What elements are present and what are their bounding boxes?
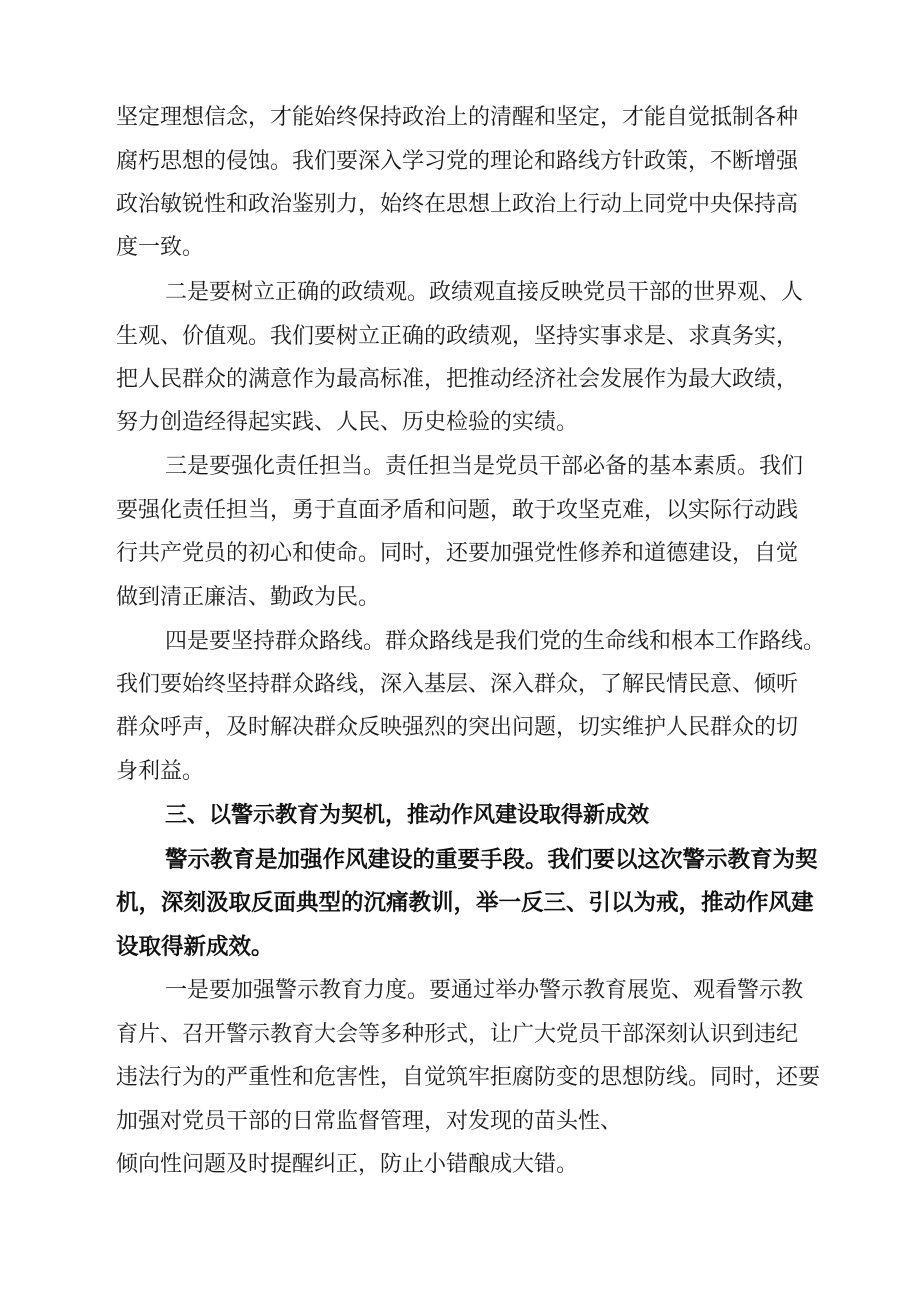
paragraph-4-line-3: 群众呼声，及时解决群众反映强烈的突出问题，切实维护人民群众的切 [116, 715, 799, 740]
paragraph-1-line-2: 腐朽思想的侵蚀。我们要深入学习党的理论和路线方针政策，不断增强 [116, 149, 799, 174]
paragraph-3-line-3: 行共产党员的初心和使命。同时，还要加强党性修养和道德建设，自觉 [116, 541, 799, 566]
intro-line-3: 设取得新成效。 [116, 934, 274, 960]
paragraph-5-line-1: 一是要加强警示教育力度。要通过举办警示教育展览、观看警示教 [165, 978, 804, 1003]
intro-line-2: 机，深刻汲取反面典型的沉痛教训，举一反三、引以为戒，推动作风建 [116, 890, 814, 916]
paragraph-5-line-3: 违法行为的严重性和危害性，自觉筑牢拒腐防变的思想防线。同时，还要 [116, 1065, 821, 1090]
paragraph-5-line-5: 倾向性问题及时提醒纠正，防止小错酿成大错。 [116, 1152, 579, 1177]
paragraph-5-line-2: 育片、召开警示教育大会等多种形式，让广大党员干部深刻认识到违纪 [116, 1022, 799, 1047]
paragraph-1-line-3: 政治敏锐性和政治鉴别力，始终在思想上政治上行动上同党中央保持高 [116, 192, 799, 217]
paragraph-4-line-2: 我们要始终坚持群众路线，深入基层、深入群众，了解民情民意、倾听 [116, 672, 799, 697]
paragraph-4-line-4: 身利益。 [116, 759, 205, 784]
paragraph-2-line-3: 把人民群众的满意作为最高标准，把推动经济社会发展作为最大政绩， [116, 367, 799, 392]
paragraph-4-line-1: 四是要坚持群众路线。群众路线是我们党的生命线和根本工作路线。 [165, 629, 826, 654]
paragraph-2-line-4: 努力创造经得起实践、人民、历史检验的实绩。 [116, 410, 579, 435]
paragraph-3-line-2: 要强化责任担当，勇于直面矛盾和问题，敢于攻坚克难，以实际行动践 [116, 498, 799, 523]
paragraph-3-line-1: 三是要强化责任担当。责任担当是党员干部必备的基本素质。我们 [165, 454, 804, 479]
paragraph-3-line-4: 做到清正廉洁、勤政为民。 [116, 585, 381, 610]
paragraph-5-line-4: 加强对党员干部的日常监督管理，对发现的苗头性、 [116, 1109, 623, 1134]
paragraph-1-line-4: 度一致。 [116, 235, 205, 260]
paragraph-2-line-1: 二是要树立正确的政绩观。政绩观直接反映党员干部的世界观、人 [165, 280, 804, 305]
section-heading: 三、以警示教育为契机，推动作风建设取得新成效 [165, 803, 650, 828]
paragraph-1-line-1: 坚定理想信念，才能始终保持政治上的清醒和坚定，才能自觉抵制各种 [116, 105, 799, 130]
intro-line-1: 警示教育是加强作风建设的重要手段。我们要以这次警示教育为契 [165, 847, 818, 873]
paragraph-2-line-2: 生观、价值观。我们要树立正确的政绩观，坚持实事求是、求真务实， [116, 324, 799, 349]
